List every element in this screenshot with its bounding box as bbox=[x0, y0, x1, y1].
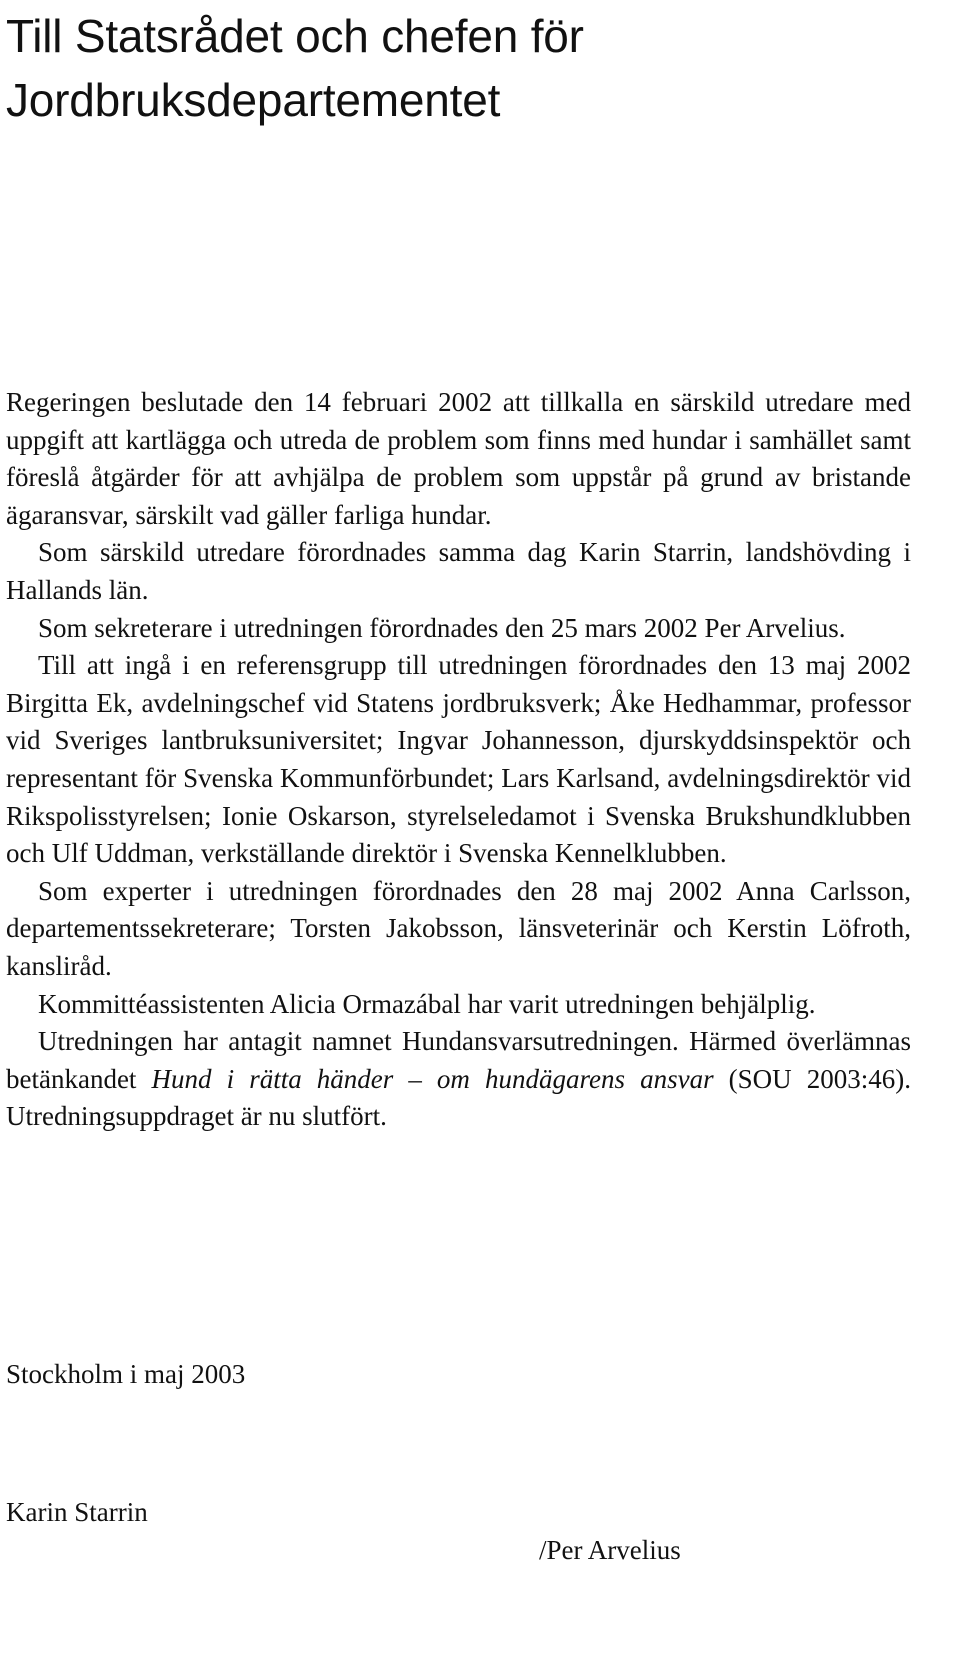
paragraph-4: Till att ingå i en referensgrupp till utredningen förordnades den 13 maj 2002 Birgitta Ek, avdelningschef vid Statens jordbruksverk; Åke Hedhammar, professor vid Sveriges lantbruksuniversitet; Ingvar Johannesson, djurskyddsinspektör och representant för Svenska Kommunförbundet; Lars Karlsand, avdelningsdirektör vid Rikspolisstyrelsen; Ionie Oskarson, styrelseledamot i Svenska Brukshundklubben och Ulf Uddman, verkställande direktör i Svenska Kennelklubben. bbox=[6, 650, 911, 869]
paragraph-7 bbox=[6, 1023, 911, 1136]
paragraph-7-text-after: (SOU 2003:46). Utredningsuppdraget är nu slutfört. bbox=[6, 1063, 912, 1132]
report-title: Hund i rätta händer – om hundägarens ansvar bbox=[151, 1063, 714, 1094]
letter-body bbox=[6, 384, 911, 1136]
signature-karin-starrin: Karin Starrin bbox=[6, 1497, 148, 1527]
paragraph-1: Regeringen beslutade den 14 februari 2002 att tillkalla en särskild utredare med uppgift att kartlägga och utreda de problem som finns med hundar i samhället samt föreslå åtgärder för att avhjälpa de problem som uppstår på grund av bristande ägaransvar, särskilt vad gäller farliga hundar. bbox=[6, 387, 911, 530]
place-and-date: Stockholm i maj 2003 bbox=[6, 1359, 246, 1389]
title-line-1: Till Statsrådet och chefen för bbox=[6, 10, 584, 62]
page-title bbox=[6, 4, 906, 132]
title-line-2: Jordbruksdepartementet bbox=[6, 74, 501, 126]
paragraph-7-text-before: Utredningen har antagit namnet Hundansvarsutredningen. Härmed överlämnas betänkandet bbox=[6, 1026, 911, 1094]
paragraph-6: Kommittéassistenten Alicia Ormazábal har varit utredningen behjälplig. bbox=[38, 988, 816, 1019]
paragraph-5: Som experter i utredningen förordnades den 28 maj 2002 Anna Carlsson, departementssekreterare; Torsten Jakobsson, länsveterinär och Kerstin Löfroth, kansliråd. bbox=[6, 875, 911, 981]
paragraph-2: Som särskild utredare förordnades samma dag Karin Starrin, landshövding i Hallands län. bbox=[6, 537, 911, 605]
paragraph-3: Som sekreterare i utredningen förordnades den 25 mars 2002 Per Arvelius. bbox=[38, 612, 846, 643]
signature-per-arvelius: /Per Arvelius bbox=[539, 1535, 681, 1565]
